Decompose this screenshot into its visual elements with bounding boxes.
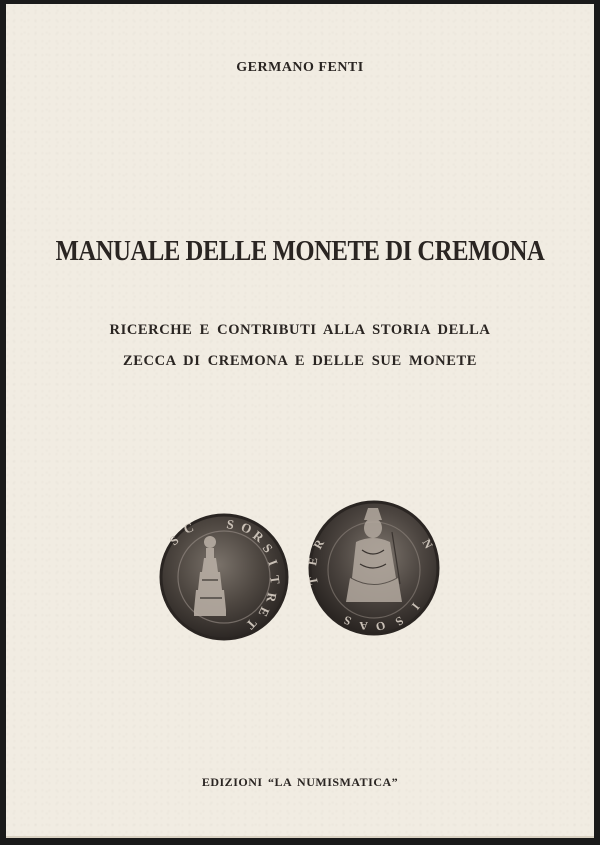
publisher-name: EDIZIONI “LA NUMISMATICA”	[201, 775, 399, 789]
svg-text:N: N	[419, 536, 436, 552]
svg-text:C: C	[181, 519, 196, 537]
svg-text:R: R	[310, 536, 327, 552]
coin-obverse-image	[154, 506, 294, 648]
svg-text:O: O	[238, 519, 255, 537]
svg-text:S: S	[341, 612, 354, 629]
subtitle-line-2: ZECCA DI CREMONA E DELLE SUE MONETE	[122, 353, 478, 369]
book-cover	[6, 4, 594, 838]
book-title: MANUALE DELLE MONETE DI CREMONA	[55, 236, 545, 267]
svg-text:S: S	[166, 532, 182, 549]
svg-text:T: T	[267, 574, 284, 586]
svg-text:T: T	[242, 615, 260, 633]
svg-text:R: R	[263, 591, 280, 604]
svg-text:S: S	[392, 613, 407, 629]
svg-text:S: S	[259, 540, 276, 556]
author-name: GERMANO FENTI	[236, 60, 364, 75]
svg-text:O: O	[374, 618, 388, 635]
coin-photographs	[154, 498, 454, 648]
svg-text:I: I	[408, 600, 423, 613]
subtitle-line-1: RICERCHE E CONTRIBUTI ALLA STORIA DELLA	[109, 322, 491, 338]
svg-text:T: T	[305, 575, 321, 586]
svg-text:E: E	[305, 556, 321, 567]
svg-text:I: I	[265, 557, 282, 568]
coin-reverse-image	[304, 498, 444, 640]
svg-text:R: R	[250, 527, 267, 546]
svg-text:A: A	[359, 619, 368, 633]
svg-text:E: E	[255, 604, 273, 620]
svg-text:S: S	[225, 516, 236, 533]
